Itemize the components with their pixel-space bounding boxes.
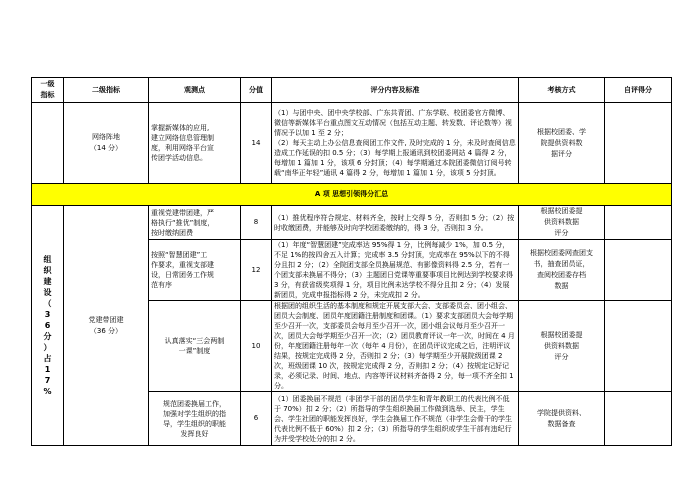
primary-indicator-cell-empty	[32, 103, 64, 184]
self-score-cell[interactable]	[605, 392, 672, 446]
observation-cell: 按照“智慧团建”工 作要求，重视支部建 设，日常团务工作规 范有序	[149, 240, 241, 301]
self-score-cell[interactable]	[605, 103, 672, 184]
criteria-cell: （1）年度“智慧团建”完成率达 95%得 1 分，比例每减少 1%，加 0.5 分，不足 1%的按四舍五入计算；完成率 3.5 分封顶，完成率在 95%以下的不得分且扣 2 分；（2）全院团支部全员换届规范、有影像资料得 2.5 分，若有一个团支部未换届不得分；（3）主题团日党课等重要事项目比例达到学校要求得 3 分，有获省级奖项得 1 分，项目比例未达学校不得分且扣 2 分；（4）发展新团员，完成申报指标得 2 分，未完成扣 2 分。	[272, 240, 519, 301]
table-row	[32, 206, 672, 240]
summary-banner: A 项 思想引领得分汇总	[32, 184, 672, 206]
observation-cell: 规范团委换届工作， 加强对学生组织的指 导，学生组织的职能 发挥良好	[149, 392, 241, 446]
summary-banner-row	[32, 184, 672, 206]
primary-indicator-vertical: 组 织 建 设 （ 3 6 分 ） 占 1 7 %	[32, 206, 64, 446]
header-criteria: 评分内容及标准	[272, 78, 519, 103]
observation-cell: 掌握新媒体的应用, 建立网络信息管理制 度，利用网络平台宣 传团学活动信息。	[149, 103, 241, 184]
criteria-cell: 根据团的组织生活的基本制度和规定开展支部大会、支部委员会、团小组会、团员大会制度、团员年度团籍注册制度和团课。（1）要求支部团员大会每学期至少召开一次，支部委员会每月至少召开一次，团小组会议每月至少召开一次，团员大会每学期至少召开一次；（2）团员教育评议一年一次，时间在 4 月份，年度团籍注册每年一次（每年 4 月份），在团员评议完成之后，注明评议结果，按规定完成得 2 分，否则扣 2 分；（3）每学期至少开展院级团课 2 次，班级团课 10 次，按规定完成得 2 分，否则扣 2 分；（4）按规定记好记录，必须记录、时间、地点、内容等评议材料齐备得 2 分，每一项不齐全扣 1 分。	[272, 301, 519, 392]
table-row-network	[32, 103, 672, 184]
score-cell: 10	[241, 301, 272, 392]
observation-cell: 重视党建带团建，严 格执行“推优”制度， 按时缴纳团费	[149, 206, 241, 240]
header-observation: 观测点	[149, 78, 241, 103]
score-cell: 12	[241, 240, 272, 301]
observation-cell: 认真落实“三会两制 一课”制度	[149, 301, 241, 392]
criteria-cell: （1）团委换届不规范（非团学干部的团员学生和青年教职工的代表比例不低于 70%）扣 2 分；（2）所指导的学生组织换届工作做到选举、民主，学生会、学生社团的职能发挥良好，学生会换届工作不规范（非学生会骨干的学生代表比例不低于 60%）扣 2 分；（3）所指导的学生组织或学生干部有违纪行为并受学校处分的扣 2 分。	[272, 392, 519, 446]
self-score-cell[interactable]	[605, 206, 672, 240]
criteria-cell: （1）推优程序符合规定、材料齐全，按时上交得 5 分，否则扣 5 分；（2）按时收缴团费，并能够及时向学校团委缴纳的，得 3 分，否则扣 3 分。	[272, 206, 519, 240]
header-row	[32, 78, 672, 103]
header-method: 考核方式	[519, 78, 605, 103]
method-cell: 根据校团委提 供资料数据 评分	[519, 206, 605, 240]
header-primary-indicator: 一级 指标	[32, 78, 64, 103]
criteria-cell: （1）与团中央、团中央学校部、广东共青团、广东学联、校团委官方微博、微信等新媒体平台重点图文互动情况（包括互动主题、转发数、评论数等）视情况予以加 1 至 2 分； （2）每天主动上办公信息查阅团工作文件, 及时完成的 1 分，未及时查阅信息造成工作延误的扣 0.5 分；（3）每学期上报通讯到校团委网站 4 篇得 2 分，每增加 1 篇加 1 分，该项 6 分封顶；（4）每学期通过本院团委微信订阅号转载“南华正年轻”通讯 4 篇得 2 分，每增加 1 篇加 1 分，该项 5 分封顶。	[272, 103, 519, 184]
evaluation-table	[31, 77, 672, 446]
self-score-cell[interactable]	[605, 301, 672, 392]
method-cell: 根据校团委网查团支 书，抽查团员证， 查阅校团委存档 数据	[519, 240, 605, 301]
header-secondary-indicator: 二级指标	[64, 78, 149, 103]
header-self-score: 自评得分	[605, 78, 672, 103]
secondary-indicator-cell: 网络阵地 （14 分）	[64, 103, 149, 184]
score-cell: 8	[241, 206, 272, 240]
method-cell: 根据校团委提 供资料数据 评分	[519, 301, 605, 392]
secondary-indicator-org: 党建带团建 （36 分）	[64, 206, 149, 446]
score-cell: 6	[241, 392, 272, 446]
method-cell: 根据校团委、学 院提供资料数 据评分	[519, 103, 605, 184]
method-cell: 学院提供资料、 数据备查	[519, 392, 605, 446]
score-cell: 14	[241, 103, 272, 184]
self-score-cell[interactable]	[605, 240, 672, 301]
header-score: 分值	[241, 78, 272, 103]
